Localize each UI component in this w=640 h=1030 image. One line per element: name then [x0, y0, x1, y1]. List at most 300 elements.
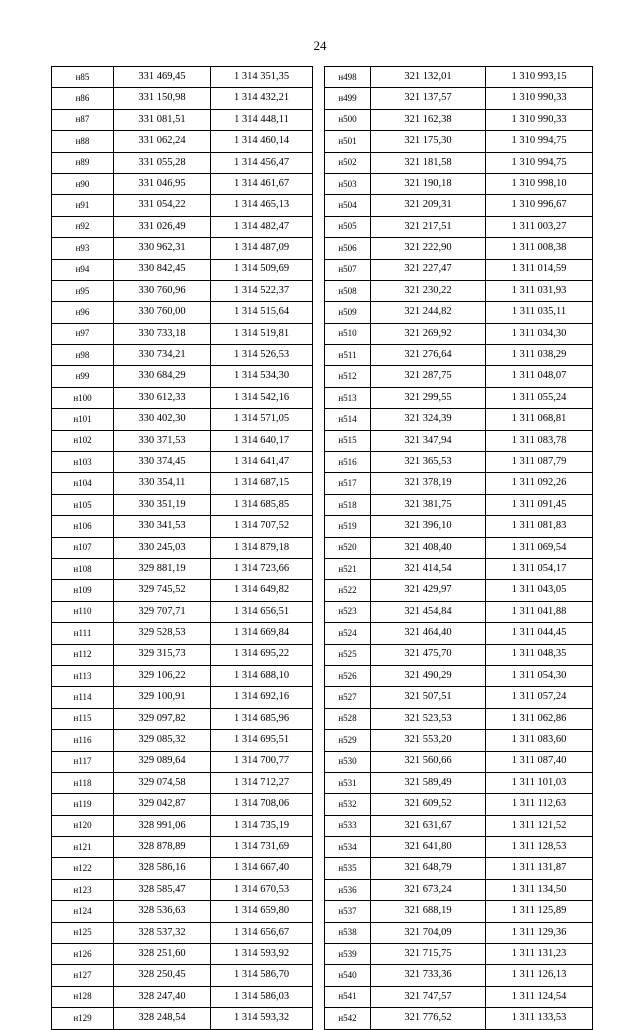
table-row	[52, 687, 593, 708]
left-y-coordinate-cell: 1 314 534,30	[211, 366, 313, 387]
right-y-coordinate-cell: 1 311 134,50	[486, 879, 593, 900]
left-x-coordinate-cell: 329 106,22	[114, 665, 211, 686]
column-gap	[313, 644, 325, 665]
right-y-coordinate-cell: 1 311 035,11	[486, 302, 593, 323]
column-gap	[313, 409, 325, 430]
left-y-coordinate-cell: 1 314 707,52	[211, 516, 313, 537]
left-x-coordinate-cell: 331 054,22	[114, 195, 211, 216]
right-x-coordinate-cell: 321 175,30	[371, 131, 486, 152]
left-point-id-cell: н90	[52, 173, 114, 194]
column-gap	[313, 131, 325, 152]
column-gap	[313, 345, 325, 366]
left-point-id-cell: н127	[52, 965, 114, 986]
right-y-coordinate-cell: 1 311 057,24	[486, 687, 593, 708]
right-y-coordinate-cell: 1 311 131,87	[486, 858, 593, 879]
left-y-coordinate-cell: 1 314 461,67	[211, 173, 313, 194]
table-row	[52, 88, 593, 109]
right-y-coordinate-cell: 1 311 054,17	[486, 558, 593, 579]
table-row	[52, 280, 593, 301]
left-x-coordinate-cell: 329 042,87	[114, 794, 211, 815]
left-x-coordinate-cell: 329 528,53	[114, 623, 211, 644]
table-row	[52, 537, 593, 558]
page-number: 24	[313, 38, 327, 53]
column-gap	[313, 387, 325, 408]
column-gap	[313, 473, 325, 494]
table-row	[52, 837, 593, 858]
column-gap	[313, 580, 325, 601]
left-point-id-cell: н125	[52, 922, 114, 943]
column-gap	[313, 687, 325, 708]
left-x-coordinate-cell: 331 026,49	[114, 216, 211, 237]
left-point-id-cell: н118	[52, 772, 114, 793]
right-y-coordinate-cell: 1 311 048,07	[486, 366, 593, 387]
table-row	[52, 815, 593, 836]
right-y-coordinate-cell: 1 311 121,52	[486, 815, 593, 836]
table-row	[52, 173, 593, 194]
left-x-coordinate-cell: 329 315,73	[114, 644, 211, 665]
left-point-id-cell: н106	[52, 516, 114, 537]
column-gap	[313, 922, 325, 943]
left-y-coordinate-cell: 1 314 522,37	[211, 280, 313, 301]
left-y-coordinate-cell: 1 314 735,19	[211, 815, 313, 836]
right-point-id-cell: н514	[325, 409, 371, 430]
right-y-coordinate-cell: 1 311 043,05	[486, 580, 593, 601]
left-y-coordinate-cell: 1 314 519,81	[211, 323, 313, 344]
right-x-coordinate-cell: 321 408,40	[371, 537, 486, 558]
column-gap	[313, 67, 325, 88]
column-gap	[313, 901, 325, 922]
right-x-coordinate-cell: 321 733,36	[371, 965, 486, 986]
column-gap	[313, 195, 325, 216]
right-y-coordinate-cell: 1 310 996,67	[486, 195, 593, 216]
right-point-id-cell: н524	[325, 623, 371, 644]
left-point-id-cell: н99	[52, 366, 114, 387]
table-row	[52, 387, 593, 408]
column-gap	[313, 815, 325, 836]
left-y-coordinate-cell: 1 314 593,92	[211, 944, 313, 965]
right-y-coordinate-cell: 1 310 990,33	[486, 88, 593, 109]
left-point-id-cell: н123	[52, 879, 114, 900]
left-y-coordinate-cell: 1 314 432,21	[211, 88, 313, 109]
left-y-coordinate-cell: 1 314 695,51	[211, 730, 313, 751]
left-x-coordinate-cell: 328 247,40	[114, 986, 211, 1007]
left-point-id-cell: н92	[52, 216, 114, 237]
left-x-coordinate-cell: 329 074,58	[114, 772, 211, 793]
right-point-id-cell: н519	[325, 516, 371, 537]
table-row	[52, 965, 593, 986]
left-y-coordinate-cell: 1 314 640,17	[211, 430, 313, 451]
column-gap	[313, 837, 325, 858]
right-x-coordinate-cell: 321 776,52	[371, 1008, 486, 1029]
left-point-id-cell: н119	[52, 794, 114, 815]
table-row	[52, 879, 593, 900]
table-row	[52, 473, 593, 494]
column-gap	[313, 986, 325, 1007]
left-point-id-cell: н124	[52, 901, 114, 922]
left-y-coordinate-cell: 1 314 586,70	[211, 965, 313, 986]
left-point-id-cell: н94	[52, 259, 114, 280]
left-y-coordinate-cell: 1 314 460,14	[211, 131, 313, 152]
right-x-coordinate-cell: 321 507,51	[371, 687, 486, 708]
right-y-coordinate-cell: 1 311 124,54	[486, 986, 593, 1007]
right-y-coordinate-cell: 1 311 008,38	[486, 238, 593, 259]
left-x-coordinate-cell: 329 707,71	[114, 601, 211, 622]
right-point-id-cell: н523	[325, 601, 371, 622]
left-x-coordinate-cell: 329 100,91	[114, 687, 211, 708]
left-x-coordinate-cell: 328 991,06	[114, 815, 211, 836]
left-x-coordinate-cell: 330 760,00	[114, 302, 211, 323]
left-x-coordinate-cell: 328 878,89	[114, 837, 211, 858]
left-point-id-cell: н87	[52, 109, 114, 130]
left-point-id-cell: н128	[52, 986, 114, 1007]
left-x-coordinate-cell: 330 402,30	[114, 409, 211, 430]
right-point-id-cell: н537	[325, 901, 371, 922]
table-row	[52, 345, 593, 366]
right-y-coordinate-cell: 1 311 014,59	[486, 259, 593, 280]
column-gap	[313, 858, 325, 879]
left-y-coordinate-cell: 1 314 879,18	[211, 537, 313, 558]
right-y-coordinate-cell: 1 311 101,03	[486, 772, 593, 793]
right-point-id-cell: н533	[325, 815, 371, 836]
right-point-id-cell: н516	[325, 452, 371, 473]
right-point-id-cell: н527	[325, 687, 371, 708]
column-gap	[313, 494, 325, 515]
coordinates-table-body	[52, 67, 593, 1030]
table-row	[52, 67, 593, 88]
column-gap	[313, 537, 325, 558]
left-x-coordinate-cell: 330 684,29	[114, 366, 211, 387]
right-x-coordinate-cell: 321 704,09	[371, 922, 486, 943]
table-row	[52, 302, 593, 323]
left-y-coordinate-cell: 1 314 542,16	[211, 387, 313, 408]
left-y-coordinate-cell: 1 314 656,67	[211, 922, 313, 943]
left-x-coordinate-cell: 330 341,53	[114, 516, 211, 537]
left-x-coordinate-cell: 328 251,60	[114, 944, 211, 965]
right-x-coordinate-cell: 321 347,94	[371, 430, 486, 451]
left-x-coordinate-cell: 330 351,19	[114, 494, 211, 515]
left-y-coordinate-cell: 1 314 448,11	[211, 109, 313, 130]
right-point-id-cell: н505	[325, 216, 371, 237]
right-point-id-cell: н535	[325, 858, 371, 879]
right-point-id-cell: н512	[325, 366, 371, 387]
left-x-coordinate-cell: 331 062,24	[114, 131, 211, 152]
coordinates-table	[51, 66, 593, 1030]
right-point-id-cell: н541	[325, 986, 371, 1007]
left-y-coordinate-cell: 1 314 482,47	[211, 216, 313, 237]
right-x-coordinate-cell: 321 429,97	[371, 580, 486, 601]
left-y-coordinate-cell: 1 314 659,80	[211, 901, 313, 922]
right-x-coordinate-cell: 321 490,29	[371, 665, 486, 686]
right-point-id-cell: н525	[325, 644, 371, 665]
right-point-id-cell: н534	[325, 837, 371, 858]
left-y-coordinate-cell: 1 314 723,66	[211, 558, 313, 579]
right-y-coordinate-cell: 1 310 990,33	[486, 109, 593, 130]
right-point-id-cell: н531	[325, 772, 371, 793]
column-gap	[313, 366, 325, 387]
table-row	[52, 366, 593, 387]
right-x-coordinate-cell: 321 287,75	[371, 366, 486, 387]
column-gap	[313, 280, 325, 301]
left-x-coordinate-cell: 330 371,53	[114, 430, 211, 451]
left-point-id-cell: н122	[52, 858, 114, 879]
table-row	[52, 623, 593, 644]
right-y-coordinate-cell: 1 310 994,75	[486, 152, 593, 173]
left-x-coordinate-cell: 330 733,18	[114, 323, 211, 344]
right-point-id-cell: н540	[325, 965, 371, 986]
right-y-coordinate-cell: 1 311 041,88	[486, 601, 593, 622]
left-x-coordinate-cell: 330 842,45	[114, 259, 211, 280]
left-point-id-cell: н98	[52, 345, 114, 366]
left-point-id-cell: н114	[52, 687, 114, 708]
right-x-coordinate-cell: 321 641,80	[371, 837, 486, 858]
left-x-coordinate-cell: 330 962,31	[114, 238, 211, 259]
table-row	[52, 772, 593, 793]
table-row	[52, 1008, 593, 1029]
left-y-coordinate-cell: 1 314 487,09	[211, 238, 313, 259]
table-row	[52, 730, 593, 751]
left-y-coordinate-cell: 1 314 712,27	[211, 772, 313, 793]
right-point-id-cell: н529	[325, 730, 371, 751]
left-y-coordinate-cell: 1 314 685,96	[211, 708, 313, 729]
left-point-id-cell: н91	[52, 195, 114, 216]
column-gap	[313, 302, 325, 323]
right-y-coordinate-cell: 1 311 128,53	[486, 837, 593, 858]
column-gap	[313, 965, 325, 986]
left-x-coordinate-cell: 331 150,98	[114, 88, 211, 109]
left-y-coordinate-cell: 1 314 700,77	[211, 751, 313, 772]
left-y-coordinate-cell: 1 314 641,47	[211, 452, 313, 473]
left-y-coordinate-cell: 1 314 708,06	[211, 794, 313, 815]
left-x-coordinate-cell: 331 055,28	[114, 152, 211, 173]
right-y-coordinate-cell: 1 311 038,29	[486, 345, 593, 366]
right-x-coordinate-cell: 321 648,79	[371, 858, 486, 879]
right-x-coordinate-cell: 321 230,22	[371, 280, 486, 301]
left-y-coordinate-cell: 1 314 586,03	[211, 986, 313, 1007]
left-point-id-cell: н89	[52, 152, 114, 173]
left-point-id-cell: н107	[52, 537, 114, 558]
right-y-coordinate-cell: 1 311 048,35	[486, 644, 593, 665]
left-y-coordinate-cell: 1 314 656,51	[211, 601, 313, 622]
right-point-id-cell: н501	[325, 131, 371, 152]
right-y-coordinate-cell: 1 311 126,13	[486, 965, 593, 986]
right-point-id-cell: н502	[325, 152, 371, 173]
left-x-coordinate-cell: 329 881,19	[114, 558, 211, 579]
left-x-coordinate-cell: 330 245,03	[114, 537, 211, 558]
column-gap	[313, 323, 325, 344]
right-point-id-cell: н526	[325, 665, 371, 686]
table-row	[52, 452, 593, 473]
right-y-coordinate-cell: 1 311 083,78	[486, 430, 593, 451]
left-y-coordinate-cell: 1 314 692,16	[211, 687, 313, 708]
table-row	[52, 558, 593, 579]
right-x-coordinate-cell: 321 276,64	[371, 345, 486, 366]
table-row	[52, 152, 593, 173]
table-row	[52, 944, 593, 965]
left-point-id-cell: н100	[52, 387, 114, 408]
table-row	[52, 751, 593, 772]
table-row	[52, 109, 593, 130]
right-x-coordinate-cell: 321 299,55	[371, 387, 486, 408]
left-x-coordinate-cell: 330 354,11	[114, 473, 211, 494]
table-row	[52, 323, 593, 344]
left-point-id-cell: н120	[52, 815, 114, 836]
left-x-coordinate-cell: 330 374,45	[114, 452, 211, 473]
right-y-coordinate-cell: 1 311 034,30	[486, 323, 593, 344]
column-gap	[313, 1008, 325, 1029]
column-gap	[313, 558, 325, 579]
column-gap	[313, 259, 325, 280]
right-y-coordinate-cell: 1 310 993,15	[486, 67, 593, 88]
right-x-coordinate-cell: 321 609,52	[371, 794, 486, 815]
right-point-id-cell: н542	[325, 1008, 371, 1029]
left-point-id-cell: н95	[52, 280, 114, 301]
left-x-coordinate-cell: 329 085,32	[114, 730, 211, 751]
left-point-id-cell: н102	[52, 430, 114, 451]
right-y-coordinate-cell: 1 311 083,60	[486, 730, 593, 751]
right-y-coordinate-cell: 1 311 131,23	[486, 944, 593, 965]
right-point-id-cell: н513	[325, 387, 371, 408]
left-point-id-cell: н105	[52, 494, 114, 515]
right-point-id-cell: н511	[325, 345, 371, 366]
right-point-id-cell: н503	[325, 173, 371, 194]
right-x-coordinate-cell: 321 560,66	[371, 751, 486, 772]
right-x-coordinate-cell: 321 673,24	[371, 879, 486, 900]
table-row	[52, 430, 593, 451]
left-y-coordinate-cell: 1 314 571,05	[211, 409, 313, 430]
left-point-id-cell: н103	[52, 452, 114, 473]
right-x-coordinate-cell: 321 378,19	[371, 473, 486, 494]
right-point-id-cell: н528	[325, 708, 371, 729]
right-x-coordinate-cell: 321 631,67	[371, 815, 486, 836]
left-y-coordinate-cell: 1 314 685,85	[211, 494, 313, 515]
column-gap	[313, 238, 325, 259]
right-y-coordinate-cell: 1 310 998,10	[486, 173, 593, 194]
left-y-coordinate-cell: 1 314 731,69	[211, 837, 313, 858]
left-x-coordinate-cell: 328 250,45	[114, 965, 211, 986]
right-y-coordinate-cell: 1 311 081,83	[486, 516, 593, 537]
left-point-id-cell: н108	[52, 558, 114, 579]
right-point-id-cell: н500	[325, 109, 371, 130]
left-y-coordinate-cell: 1 314 695,22	[211, 644, 313, 665]
right-x-coordinate-cell: 321 222,90	[371, 238, 486, 259]
left-point-id-cell: н104	[52, 473, 114, 494]
left-y-coordinate-cell: 1 314 670,53	[211, 879, 313, 900]
right-x-coordinate-cell: 321 589,49	[371, 772, 486, 793]
right-y-coordinate-cell: 1 311 087,40	[486, 751, 593, 772]
left-y-coordinate-cell: 1 314 649,82	[211, 580, 313, 601]
left-point-id-cell: н112	[52, 644, 114, 665]
column-gap	[313, 109, 325, 130]
left-point-id-cell: н111	[52, 623, 114, 644]
column-gap	[313, 516, 325, 537]
left-point-id-cell: н126	[52, 944, 114, 965]
left-y-coordinate-cell: 1 314 465,13	[211, 195, 313, 216]
right-y-coordinate-cell: 1 311 087,79	[486, 452, 593, 473]
column-gap	[313, 879, 325, 900]
right-x-coordinate-cell: 321 523,53	[371, 708, 486, 729]
right-y-coordinate-cell: 1 311 054,30	[486, 665, 593, 686]
right-point-id-cell: н521	[325, 558, 371, 579]
left-x-coordinate-cell: 331 081,51	[114, 109, 211, 130]
right-point-id-cell: н515	[325, 430, 371, 451]
right-x-coordinate-cell: 321 209,31	[371, 195, 486, 216]
table-row	[52, 580, 593, 601]
right-point-id-cell: н508	[325, 280, 371, 301]
right-point-id-cell: н518	[325, 494, 371, 515]
left-x-coordinate-cell: 330 612,33	[114, 387, 211, 408]
right-y-coordinate-cell: 1 311 133,53	[486, 1008, 593, 1029]
left-x-coordinate-cell: 330 760,96	[114, 280, 211, 301]
table-row	[52, 409, 593, 430]
right-point-id-cell: н520	[325, 537, 371, 558]
right-x-coordinate-cell: 321 190,18	[371, 173, 486, 194]
right-point-id-cell: н499	[325, 88, 371, 109]
right-point-id-cell: н530	[325, 751, 371, 772]
left-y-coordinate-cell: 1 314 669,84	[211, 623, 313, 644]
left-point-id-cell: н121	[52, 837, 114, 858]
column-gap	[313, 173, 325, 194]
column-gap	[313, 152, 325, 173]
right-x-coordinate-cell: 321 475,70	[371, 644, 486, 665]
table-row	[52, 516, 593, 537]
left-x-coordinate-cell: 329 089,64	[114, 751, 211, 772]
right-x-coordinate-cell: 321 715,75	[371, 944, 486, 965]
column-gap	[313, 730, 325, 751]
table-row	[52, 216, 593, 237]
left-y-coordinate-cell: 1 314 526,53	[211, 345, 313, 366]
left-y-coordinate-cell: 1 314 509,69	[211, 259, 313, 280]
left-y-coordinate-cell: 1 314 667,40	[211, 858, 313, 879]
right-y-coordinate-cell: 1 311 055,24	[486, 387, 593, 408]
table-row	[52, 195, 593, 216]
left-point-id-cell: н86	[52, 88, 114, 109]
table-row	[52, 794, 593, 815]
right-x-coordinate-cell: 321 132,01	[371, 67, 486, 88]
right-x-coordinate-cell: 321 244,82	[371, 302, 486, 323]
right-point-id-cell: н504	[325, 195, 371, 216]
right-x-coordinate-cell: 321 162,38	[371, 109, 486, 130]
left-point-id-cell: н97	[52, 323, 114, 344]
left-point-id-cell: н116	[52, 730, 114, 751]
right-y-coordinate-cell: 1 311 069,54	[486, 537, 593, 558]
right-y-coordinate-cell: 1 311 125,89	[486, 901, 593, 922]
left-point-id-cell: н93	[52, 238, 114, 259]
right-x-coordinate-cell: 321 553,20	[371, 730, 486, 751]
right-x-coordinate-cell: 321 414,54	[371, 558, 486, 579]
column-gap	[313, 944, 325, 965]
right-point-id-cell: н498	[325, 67, 371, 88]
left-point-id-cell: н109	[52, 580, 114, 601]
right-x-coordinate-cell: 321 688,19	[371, 901, 486, 922]
left-x-coordinate-cell: 329 745,52	[114, 580, 211, 601]
right-x-coordinate-cell: 321 381,75	[371, 494, 486, 515]
right-point-id-cell: н517	[325, 473, 371, 494]
left-y-coordinate-cell: 1 314 593,32	[211, 1008, 313, 1029]
column-gap	[313, 751, 325, 772]
left-x-coordinate-cell: 331 046,95	[114, 173, 211, 194]
left-point-id-cell: н85	[52, 67, 114, 88]
left-point-id-cell: н101	[52, 409, 114, 430]
table-row	[52, 858, 593, 879]
right-y-coordinate-cell: 1 311 091,45	[486, 494, 593, 515]
right-y-coordinate-cell: 1 311 068,81	[486, 409, 593, 430]
column-gap	[313, 772, 325, 793]
right-point-id-cell: н506	[325, 238, 371, 259]
column-gap	[313, 88, 325, 109]
column-gap	[313, 216, 325, 237]
table-row	[52, 986, 593, 1007]
table-row	[52, 238, 593, 259]
